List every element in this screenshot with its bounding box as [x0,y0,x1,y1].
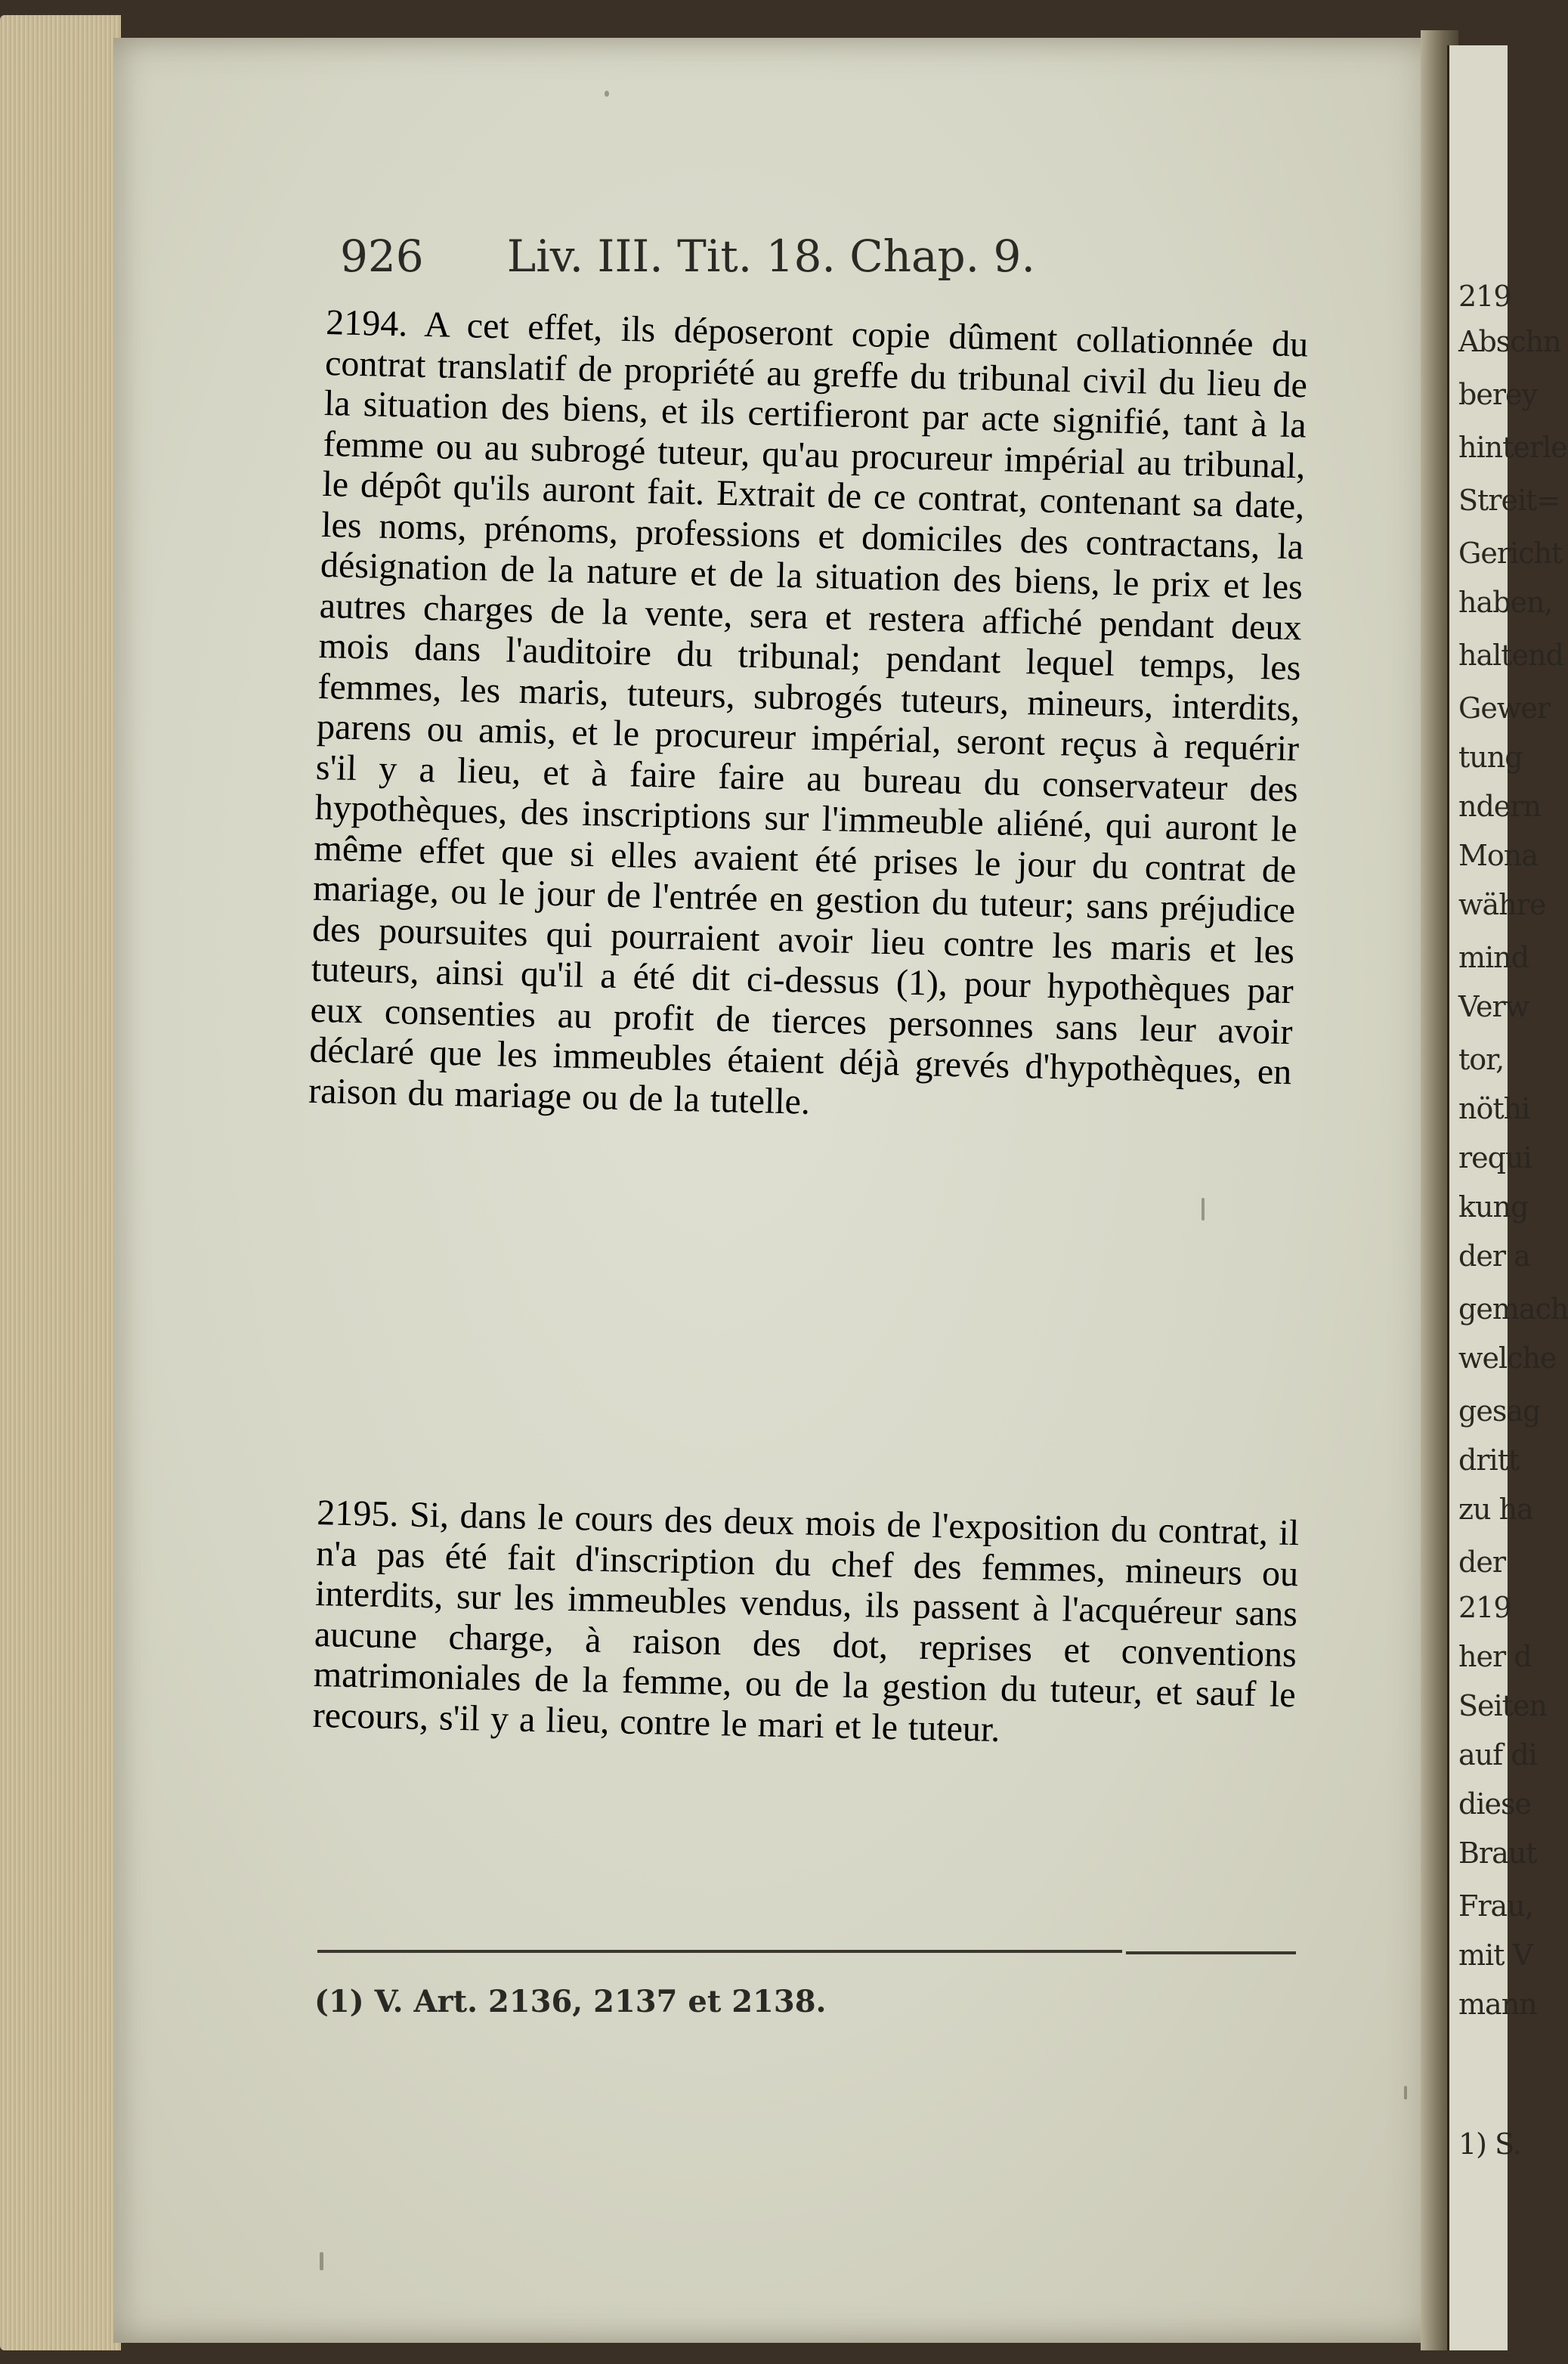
paper-mark [320,2252,323,2270]
paper-mark [1202,1198,1205,1221]
facing-page-word: nöthi [1458,1092,1530,1125]
facing-page-word: gemach [1458,1292,1568,1326]
facing-page-word: zu ha [1458,1493,1533,1526]
facing-page-word: tung [1458,741,1523,774]
facing-page-word: mann [1458,1988,1537,2021]
article-2194 [308,302,1309,1133]
facing-page-word: haben, [1458,586,1553,619]
facing-page-word: haltend [1458,639,1563,672]
facing-page-word: auf di [1458,1738,1537,1771]
book-page-edges [0,15,121,2350]
footnote: (1) V. Art. 2136, 2137 et 2138. [314,1984,827,2019]
facing-page-word: dritt [1458,1443,1520,1477]
facing-page-word: mind [1458,941,1529,974]
facing-page-word: Verw [1458,990,1529,1023]
facing-page-word: hinterle [1458,431,1567,464]
article-text: A cet effet, ils déposeront copie dûment collationnée du contrat translatif de propriété au greffe du tribunal civil du lieu de la situation des biens, et ils certifieront par acte signifié, tant à la femme ou au subrogé tuteur, qu'au procureur impérial au tribunal, le dépôt qu'ils auront fait. Extrait de ce contrat, contenant sa date, les noms, prénoms, professions et domiciles des contractans, la désignation de la nature et de la situation des biens, le prix et les autres charges de la vente, sera et restera affiché pendant deux mois dans l'auditoire du tribunal; pendant lequel temps, les femmes, les maris, tuteurs, subrogés tuteurs, mineurs, interdits, parens ou amis, et le procureur impérial, seront reçus à requérir s'il y a lieu, et à faire faire au bureau du conservateur des hypothèques, des inscriptions sur l'immeuble aliéné, qui auront le même effet que si elles avaient été prises le jour du contrat de mariage, ou le jour de l'entrée en gestion du tuteur; sans préjudice des poursuites qui pourraient avoir lieu contre les maris et les tuteurs, ainsi qu'il a été dit ci-dessus (1), pour hypothèques par eux consenties au profit de tierces personnes sans leur avoir déclaré que les immeubles étaient déjà grevés d'hypothèques, en raison du mariage ou de la tutelle. [308,304,1309,1122]
article-number: 2195. [316,1493,399,1535]
facing-page-word: gesag [1458,1394,1541,1428]
article-text: Si, dans le cours des deux mois de l'exposition du contrat, il n'a pas été fait d'inscription du chef des femmes, mineurs ou interdits, sur les immeubles vendus, ils passent à l'acquéreur sans aucune charge, à raison des dot, reprises et conventions matrimoniales de la femme, ou de la gestion du tuteur, et sauf le recours, s'il y a lieu, contre le mari et le tuteur. [312,1494,1300,1750]
chapter-title: Liv. III. Tit. 18. Chap. 9. [506,231,1035,282]
paper-mark [1404,2086,1407,2099]
facing-page-word: Streit= [1458,484,1560,517]
footnote-rule-end [1126,1951,1296,1954]
facing-page-word: 219 [1458,1591,1511,1624]
facing-page-word: währe [1458,888,1546,921]
facing-page-word: mit V [1458,1939,1532,1972]
facing-page-word: ndern [1458,790,1541,823]
paper-speck [605,91,609,97]
facing-page-word: der [1458,1546,1505,1579]
page-number: 926 [340,231,424,282]
running-header [340,231,1209,282]
facing-page-fragment [1447,45,1568,2350]
facing-page-word: diese [1458,1787,1531,1821]
facing-page-word: 219 [1458,280,1511,313]
facing-page-word: der a [1458,1239,1530,1273]
facing-page-word: Gericht [1458,537,1563,570]
facing-page-word: Mona [1458,839,1538,872]
facing-page-word: Braut [1458,1836,1537,1870]
facing-page-word: kung [1458,1190,1529,1224]
facing-page-word: Seiten [1458,1689,1547,1722]
facing-page-word: Abschn [1458,325,1561,358]
facing-page-word: berey [1458,378,1537,411]
article-2195 [312,1493,1299,1756]
facing-page-word: Gewer [1458,692,1551,725]
article-number: 2194. [325,302,408,345]
facing-page-word: Frau, [1458,1889,1533,1923]
facing-page-word: 1) S. [1458,2127,1521,2161]
facing-page-word: welche [1458,1341,1557,1375]
footnote-rule [317,1950,1122,1953]
facing-page-word: requi [1458,1141,1532,1174]
facing-page-word: tor, [1458,1043,1505,1076]
facing-page-word: her d [1458,1640,1532,1673]
